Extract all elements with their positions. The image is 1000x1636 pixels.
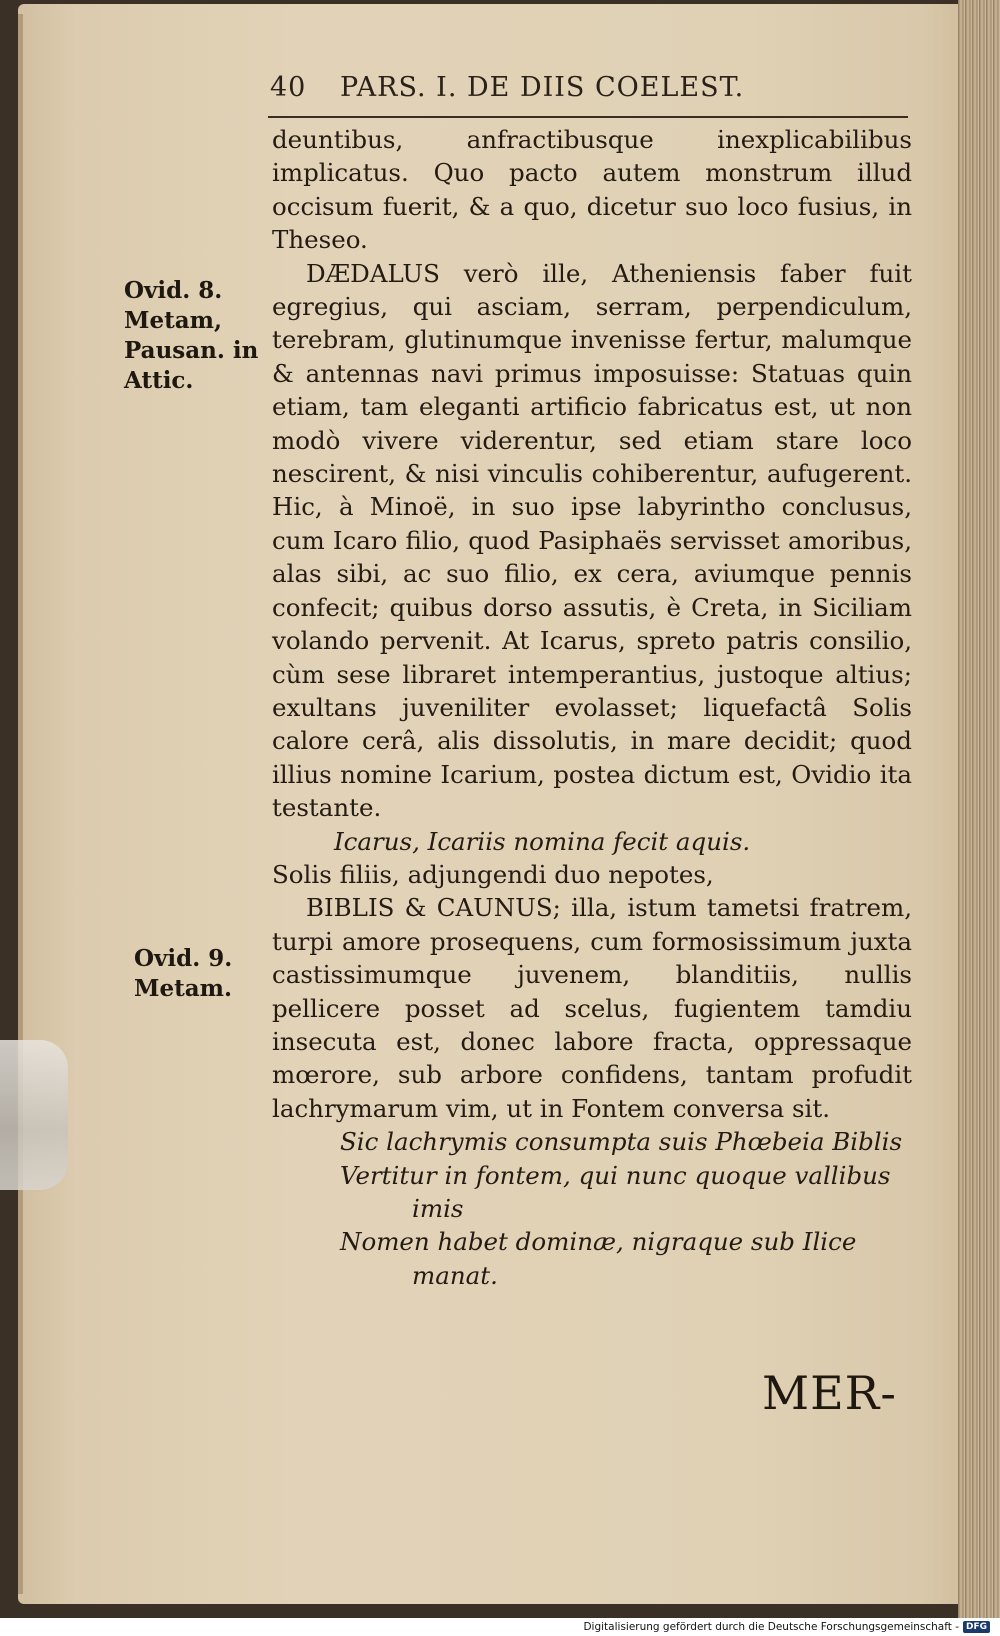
text-body: [272, 123, 912, 1292]
left-page-edge: [18, 14, 23, 1594]
footer-credit: Digitalisierung gefördert durch die Deutsche Forschungsgemeinschaft -: [583, 1621, 959, 1633]
digitization-footer: [583, 1618, 990, 1636]
paragraph-labyrinth-end: deuntibus, anfractibusque inexplicabilibus implicatus. Quo pacto autem monstrum illud occisum fuerit, & a quo, dicetur suo loco fusius, in Theseo.: [272, 125, 912, 255]
verse-line-2-cont: imis: [412, 1194, 464, 1223]
paragraph-solis-filiis: Solis filiis, adjungendi duo nepotes,: [272, 859, 714, 889]
dfg-logo-icon: DFG: [963, 1621, 990, 1633]
page-number: 40: [270, 72, 307, 103]
verse-line-2: Vertitur in fontem, qui nunc quoque vallibus: [340, 1160, 891, 1190]
running-header: [270, 72, 920, 103]
running-head-title: PARS. I. DE DIIS COELEST.: [339, 72, 745, 103]
paragraph-biblis-caunus: BIBLIS & CAUNUS; illa, istum tametsi fratrem, turpi amore prosequens, cum formosissimum juxta castissimumque juvenem, blanditiis, nullis pellicere posset ad scelus, fugientem tamdiu insecuta est, donec labore fracta, oppressaque mœrore, sub arbore confidens, tantam profudit lachrymarum vim, ut in Fontem conversa sit.: [272, 893, 912, 1123]
page-clip: [0, 1040, 68, 1190]
catchword: MER-: [762, 1366, 897, 1420]
margin-note-2: Ovid. 9. Metam.: [134, 945, 233, 1002]
paragraph-daedalus: DÆDALUS verò ille, Atheniensis faber fuit egregius, qui asciam, serram, perpendiculum, terebram, glutinumque invenisse fertur, malumque & antennas navi primus imposuisse: Statuas quin etiam, tam eleganti artificio fabricatus est, ut non modò vivere viderentur, sed etiam stare loco nescirent, & nisi vinculis cohiberentur, aufugerent. Hic, à Minoë, in suo ipse labyrintho conclusus, cum Icaro filio, quod Pasiphaës servisset amoribus, alas sibi, ac suo filio, ex cera, aviumque pennis confecit; quibus dorso assutis, è Creta, in Siciliam volando pervenit. At Icarus, spreto patris consilio, cùm sese libraret intemperantius, justoque altius; exultans juveniliter evolasset; liquefactâ Solis calore cerâ, alis dissolutis, in mare decidit; quod illius nomine Icarium, postea dictum est, Ovidio ita testante.: [272, 258, 912, 823]
right-page-edges: [958, 0, 1000, 1618]
verse-line-3: Nomen habet dominæ, nigraque sub Ilice: [340, 1227, 857, 1257]
margin-note-1: Ovid. 8. Metam, Pausan. in Attic.: [124, 277, 259, 394]
quote-icarus: Icarus, Icariis nomina fecit aquis.: [334, 826, 751, 856]
verse-line-3-cont: manat.: [412, 1260, 498, 1290]
verse-line-1: Sic lachrymis consumpta suis Phœbeia Biblis: [340, 1127, 903, 1157]
header-rule: [268, 116, 908, 118]
